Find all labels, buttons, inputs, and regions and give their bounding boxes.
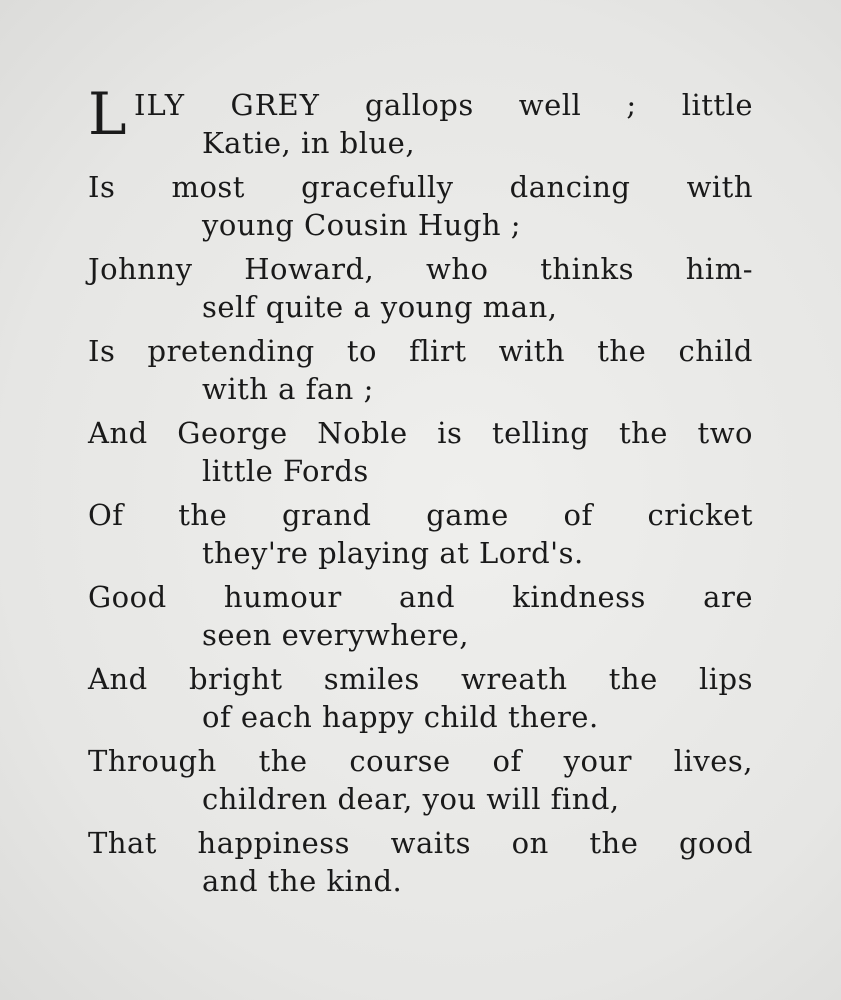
poem-line: Through the course of your lives,: [88, 744, 753, 778]
stanza-10: [88, 824, 753, 900]
opening-small-caps: ILY GREY: [134, 88, 320, 122]
poem-line: [88, 86, 753, 124]
stanza-1: [88, 80, 753, 162]
poem-line: Good humour and kindness are: [88, 580, 753, 614]
stanza-4: [88, 332, 753, 408]
stanza-5: [88, 414, 753, 490]
poem-line-continuation: of each happy child there.: [202, 700, 599, 734]
stanza-2: [88, 168, 753, 244]
stanza-6: [88, 496, 753, 572]
poem-line: And George Noble is telling the two: [88, 416, 753, 450]
poem-line-continuation: young Cousin Hugh ;: [202, 208, 522, 242]
poem-line-continuation: little Fords: [202, 454, 369, 488]
poem-line: Johnny Howard, who thinks him-: [88, 252, 753, 286]
poem-line-continuation: Katie, in blue,: [202, 126, 416, 160]
poem-line-continuation: self quite a young man,: [202, 290, 558, 324]
poem-line: That happiness waits on the good: [88, 826, 753, 860]
poem-line-continuation: seen everywhere,: [202, 618, 469, 652]
poem-line-continuation: children dear, you will find,: [202, 782, 620, 816]
stanza-8: [88, 660, 753, 736]
stanza-9: [88, 742, 753, 818]
stanza-7: [88, 578, 753, 654]
poem-line: And bright smiles wreath the lips: [88, 662, 753, 696]
poem-line: Of the grand game of cricket: [88, 498, 753, 532]
poem-line-text: gallops well ; little: [364, 88, 753, 122]
poem-line-continuation: and the kind.: [202, 864, 403, 898]
poem-line: Is most gracefully dancing with: [88, 170, 753, 204]
stanza-3: [88, 250, 753, 326]
poem-line: Is pretending to flirt with the child: [88, 334, 753, 368]
drop-cap-letter: L: [88, 80, 127, 148]
poem-line-continuation: they're playing at Lord's.: [202, 536, 584, 570]
poem: [88, 80, 753, 906]
poem-line-continuation: with a fan ;: [202, 372, 374, 406]
